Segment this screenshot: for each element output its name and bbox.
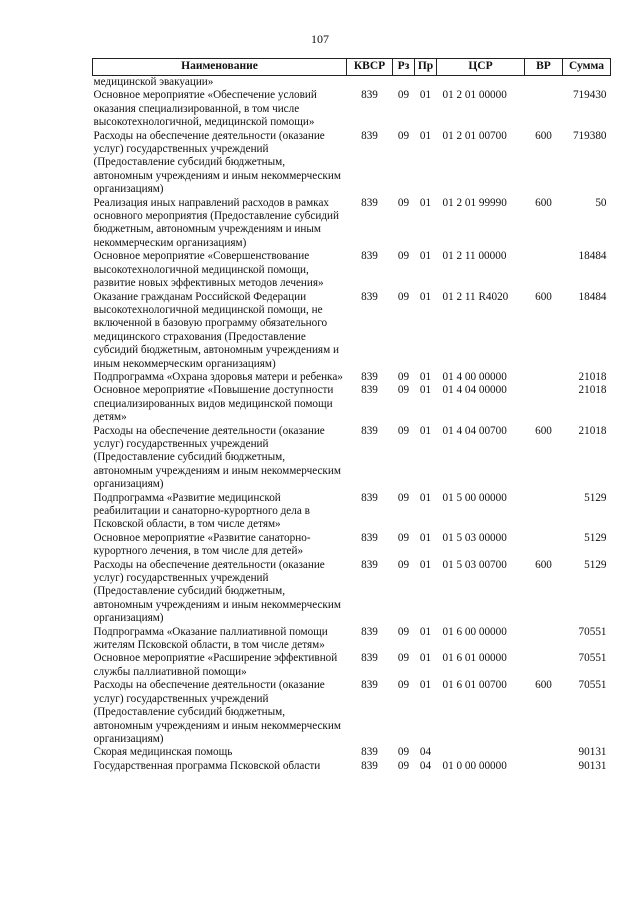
- cell-name: Скорая медицинская помощь: [93, 746, 233, 759]
- table-row: [93, 760, 611, 773]
- cell-sum: 21018: [578, 384, 607, 397]
- cell-kvsr: 839: [361, 558, 378, 571]
- cell-rz: 09: [397, 746, 410, 759]
- cell-name: Подпрограмма «Оказание паллиативной помощи жителям Псковской области, в том числе детям»: [93, 625, 328, 652]
- cell-vr: [525, 371, 563, 384]
- cell-kvsr: 839: [361, 250, 378, 263]
- cell-name: Оказание гражданам Российской Федерации высокотехнологичной медицинской помощи, не включенной в базовую программу обязательного медицинского страхования (Предоставление субсидий бюджетным, автономным учреждениям и иным некоммерческим организациям): [93, 290, 339, 370]
- cell-csr: 01 5 03 00000: [442, 531, 507, 544]
- cell-csr: 01 5 03 00700: [442, 558, 507, 571]
- cell-sum: 21018: [578, 424, 607, 437]
- cell-sum: 50: [595, 196, 607, 209]
- table-row: [93, 746, 611, 759]
- cell-sum: [563, 76, 611, 90]
- cell-pr: 01: [419, 531, 432, 544]
- cell-csr: 01 2 01 00000: [442, 89, 507, 102]
- cell-kvsr: 839: [361, 370, 378, 383]
- cell-kvsr: 839: [361, 679, 378, 692]
- cell-sum: 21018: [578, 370, 607, 383]
- cell-csr: 01 6 01 00700: [442, 679, 507, 692]
- table-row: [93, 76, 611, 90]
- cell-kvsr: 839: [361, 196, 378, 209]
- cell-sum: 719430: [572, 89, 607, 102]
- cell-name: Основное мероприятие «Расширение эффективной службы паллиативной помощи»: [93, 652, 338, 678]
- cell-pr: 01: [419, 370, 432, 383]
- cell-csr: 01 2 11 00000: [442, 250, 507, 263]
- cell-rz: 09: [397, 89, 410, 102]
- cell-kvsr: 839: [361, 290, 378, 303]
- cell-name: медицинской эвакуации»: [93, 76, 214, 88]
- cell-vr: [525, 384, 563, 424]
- table-body: [93, 76, 611, 774]
- cell-pr: 01: [419, 290, 432, 303]
- cell-vr: 600: [535, 679, 552, 692]
- cell-csr: 01 2 01 99990: [442, 196, 507, 209]
- cell-kvsr: 839: [361, 625, 378, 638]
- table-row: [93, 371, 611, 384]
- column-header-vr: ВР: [525, 59, 563, 76]
- cell-kvsr: 839: [361, 129, 378, 142]
- cell-pr: 01: [419, 384, 432, 397]
- table-row: [93, 532, 611, 559]
- cell-vr: 600: [535, 290, 552, 303]
- table-row: [93, 425, 611, 492]
- cell-csr: 01 5 00 00000: [442, 491, 507, 504]
- cell-name: Подпрограмма «Развитие медицинской реабилитации и санаторно-курортного дела в Псковской области, в том числе детям»: [93, 491, 310, 531]
- table-row: [93, 384, 611, 424]
- cell-pr: [415, 76, 437, 90]
- cell-csr: 01 4 04 00000: [442, 384, 507, 397]
- cell-pr: 04: [419, 759, 432, 772]
- cell-vr: [525, 76, 563, 90]
- cell-name: Подпрограмма «Охрана здоровья матери и ребенка»: [93, 370, 343, 383]
- cell-sum: 18484: [578, 290, 607, 303]
- cell-rz: 09: [397, 384, 410, 397]
- cell-pr: 01: [419, 652, 432, 665]
- column-header-kvsr: КВСР: [347, 59, 393, 76]
- table-row: [93, 197, 611, 251]
- cell-kvsr: 839: [361, 491, 378, 504]
- cell-vr: [525, 89, 563, 129]
- table-row: [93, 652, 611, 679]
- cell-vr: [525, 250, 563, 290]
- cell-sum: 70551: [578, 625, 607, 638]
- cell-rz: 09: [397, 679, 410, 692]
- cell-pr: 01: [419, 625, 432, 638]
- cell-pr: 01: [419, 129, 432, 142]
- cell-vr: [525, 652, 563, 679]
- cell-rz: 09: [397, 759, 410, 772]
- cell-pr: 04: [419, 746, 432, 759]
- cell-pr: 01: [419, 491, 432, 504]
- cell-sum: 5129: [584, 531, 607, 544]
- cell-vr: [525, 492, 563, 532]
- cell-sum: 90131: [578, 746, 607, 759]
- cell-rz: 09: [397, 652, 410, 665]
- table-row: [93, 130, 611, 197]
- cell-kvsr: 839: [361, 759, 378, 772]
- page-number: 107: [311, 32, 329, 46]
- cell-name: Основное мероприятие «Обеспечение условий оказания специализированной, в том числе высокотехнологичной, медицинской помощи»: [93, 89, 317, 129]
- table-row: [93, 492, 611, 532]
- cell-pr: 01: [419, 196, 432, 209]
- cell-pr: 01: [419, 250, 432, 263]
- cell-pr: 01: [419, 89, 432, 102]
- column-header-sum: Сумма: [563, 59, 611, 76]
- cell-rz: 09: [397, 370, 410, 383]
- cell-vr: [525, 760, 563, 773]
- cell-vr: 600: [535, 424, 552, 437]
- cell-rz: 09: [397, 250, 410, 263]
- cell-vr: [525, 532, 563, 559]
- cell-rz: [393, 76, 415, 90]
- cell-name: Расходы на обеспечение деятельности (оказание услуг) государственных учреждений (Предоставление субсидий бюджетным, автономным учреждениям и иным некоммерческим организациям): [93, 679, 341, 745]
- cell-kvsr: 839: [361, 652, 378, 665]
- column-header-csr: ЦСР: [437, 59, 525, 76]
- cell-pr: 01: [419, 679, 432, 692]
- cell-kvsr: 839: [361, 89, 378, 102]
- table-row: [93, 559, 611, 626]
- cell-rz: 09: [397, 625, 410, 638]
- cell-sum: 90131: [578, 759, 607, 772]
- table-row: [93, 626, 611, 653]
- cell-name: Государственная программа Псковской области: [93, 759, 321, 772]
- cell-kvsr: 839: [361, 424, 378, 437]
- table-row: [93, 679, 611, 746]
- cell-name: Реализация иных направлений расходов в рамках основного мероприятия (Предоставление субсидий бюджетным, автономным учреждениям и иным некоммерческим организациям): [93, 196, 339, 249]
- cell-csr: [437, 746, 525, 759]
- cell-name: Основное мероприятие «Повышение доступности специализированных видов медицинской помощи детям»: [93, 384, 334, 424]
- cell-name: Расходы на обеспечение деятельности (оказание услуг) государственных учреждений (Предоставление субсидий бюджетным, автономным учреждениям и иным некоммерческим организациям): [93, 424, 341, 491]
- cell-kvsr: 839: [361, 531, 378, 544]
- cell-rz: 09: [397, 196, 410, 209]
- cell-csr: 01 0 00 00000: [442, 759, 507, 772]
- cell-name: Расходы на обеспечение деятельности (оказание услуг) государственных учреждений (Предоставление субсидий бюджетным, автономным учреждениям и иным некоммерческим организациям): [93, 129, 341, 196]
- cell-csr: 01 4 04 00700: [442, 424, 507, 437]
- cell-csr: 01 2 11 R4020: [442, 290, 509, 303]
- cell-vr: 600: [535, 196, 552, 209]
- cell-pr: 01: [419, 558, 432, 571]
- cell-csr: 01 6 00 00000: [442, 625, 507, 638]
- cell-sum: 719380: [572, 129, 607, 142]
- cell-pr: 01: [419, 424, 432, 437]
- cell-vr: 600: [535, 129, 552, 142]
- cell-rz: 09: [397, 129, 410, 142]
- cell-name: Основное мероприятие «Развитие санаторно-курортного лечения, в том числе для детей»: [93, 531, 311, 558]
- cell-name: Расходы на обеспечение деятельности (оказание услуг) государственных учреждений (Предоставление субсидий бюджетным, автономным учреждениям и иным некоммерческим организациям): [93, 558, 341, 625]
- column-header-pr: Пр: [415, 59, 437, 76]
- cell-rz: 09: [397, 491, 410, 504]
- cell-sum: 70551: [578, 652, 607, 665]
- cell-rz: 09: [397, 531, 410, 544]
- cell-csr: 01 4 00 00000: [442, 370, 507, 383]
- cell-csr: 01 6 01 00000: [442, 652, 507, 665]
- cell-kvsr: [347, 76, 393, 90]
- cell-csr: [437, 76, 525, 90]
- cell-vr: [525, 626, 563, 653]
- cell-kvsr: 839: [361, 746, 378, 759]
- table-row: [93, 89, 611, 129]
- cell-rz: 09: [397, 290, 410, 303]
- cell-sum: 5129: [584, 558, 607, 571]
- cell-sum: 70551: [578, 679, 607, 692]
- table-header: [93, 59, 611, 76]
- budget-table: [92, 58, 611, 773]
- cell-sum: 18484: [578, 250, 607, 263]
- table-row: [93, 291, 611, 371]
- column-header-name: Наименование: [93, 59, 347, 76]
- cell-vr: 600: [535, 558, 552, 571]
- cell-vr: [525, 746, 563, 759]
- cell-kvsr: 839: [361, 384, 378, 397]
- table-row: [93, 250, 611, 290]
- cell-name: Основное мероприятие «Совершенствование высокотехнологичной медицинской помощи, развитие новых эффективных методов лечения»: [93, 250, 324, 290]
- cell-rz: 09: [397, 558, 410, 571]
- cell-sum: 5129: [584, 491, 607, 504]
- cell-rz: 09: [397, 424, 410, 437]
- cell-csr: 01 2 01 00700: [442, 129, 507, 142]
- column-header-rz: Рз: [393, 59, 415, 76]
